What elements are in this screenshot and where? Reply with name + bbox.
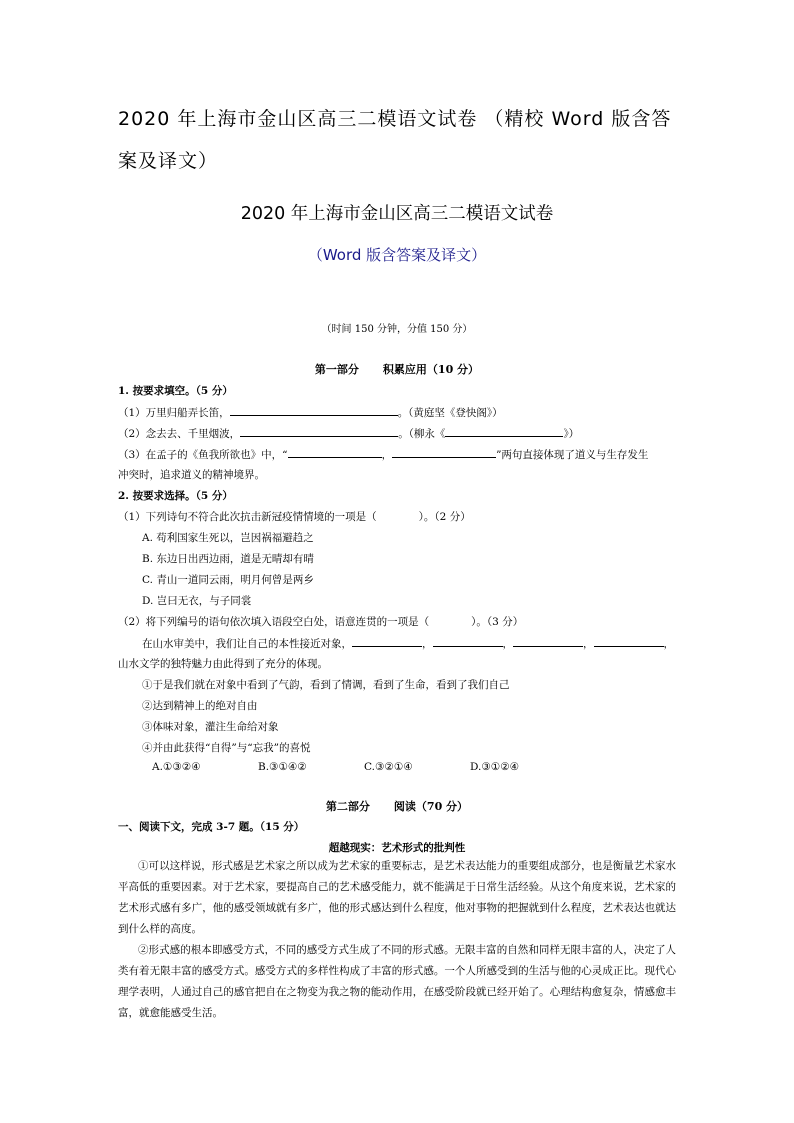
q2-sub2-statement-4: ④并由此获得“自得”与“忘我”的喜悦	[142, 742, 311, 754]
q2-sub2-option-c: C.③②①④	[364, 761, 413, 773]
q2-sub1-option-d: D. 岂曰无衣，与子同裳	[142, 595, 252, 607]
document-header-title: 2020 年上海市金山区高三二模语文试卷 （精校 Word 版含答案及译文）	[118, 108, 672, 172]
q2-sub2-blank-3[interactable]	[513, 635, 583, 647]
q1-item2-suffix: 》）	[563, 428, 580, 440]
q2-sub2-blank-4[interactable]	[594, 635, 664, 647]
q2-sub2-options	[152, 761, 576, 773]
q1-item3-text: （3）在孟子的《鱼我所欲也》中，“	[118, 449, 288, 461]
q1-item3-mid: ，	[381, 449, 393, 461]
q1-item2-text: （2）念去去、千里烟波，	[118, 428, 241, 440]
part1-heading-label: 第一部分	[314, 363, 359, 376]
q1-item2-blank[interactable]	[240, 425, 398, 437]
q2-sub2-statement-2: ②达到精神上的绝对自由	[142, 700, 258, 712]
q1-item2-mid: 。（柳永《	[398, 428, 446, 440]
q2-sub2-passage-continuation: 山水文学的独特魅力由此得到了充分的体现。	[118, 658, 328, 670]
essay-paragraph-1: ①可以这样说，形式感是艺术家之所以成为艺术家的重要标志，是艺术表达能力的重要组成部分，也是衡量艺术家水平高低的重要因素。对于艺术家，要提高自己的艺术感受能力，就不能满足于日常生活经验。从这个角度来说，艺术家的艺术形式感有多广，他的感受领域就有多广，他的形式感达到什么程度，他对事物的把握就到什么程度，艺术表达也就达到什么样的高度。	[118, 860, 676, 935]
part2-heading-label: 第二部分	[325, 800, 370, 813]
q1-item1-suffix: 。（黄庭坚《登快阁》）	[397, 407, 503, 419]
part2-heading	[0, 798, 794, 814]
essay-paragraph-2: ②形式感的根本即感受方式，不同的感受方式生成了不同的形式感。无限丰富的自然和同样无限丰富的人，决定了人类有着无限丰富的感受方式。感受方式的多样性构成了丰富的形式感。一个人所感受到的生活与他的心灵成正比。现代心理学表明，人通过自己的感官把自在之物变为我之物的能动作用，在感受阶段就已经开始了。心理结构愈复杂，情感愈丰富，就愈能感受生活。	[118, 944, 676, 1019]
q1-item3	[118, 446, 648, 462]
exam-title: 2020 年上海市金山区高三二模语文试卷	[240, 204, 554, 224]
part1-heading	[0, 361, 794, 377]
q2-sub2-option-d: D.③①②④	[470, 761, 520, 773]
q1-item3-continuation: 冲突时，追求道义的精神境界。	[118, 469, 265, 481]
q2-sub1: （1）下列诗句不符合此次抗击新冠疫情情境的一项是（ ）。（2 分）	[118, 511, 471, 523]
q1-prompt: 1. 按要求填空。（5 分）	[118, 385, 233, 397]
q1-item2	[118, 425, 579, 441]
q2-sub2-statement-3: ③体味对象，灌注生命给对象	[142, 721, 279, 733]
q2-sub2-blank-2[interactable]	[433, 635, 503, 647]
q1-item1-blank[interactable]	[230, 404, 398, 416]
q1-item3-blank-2[interactable]	[392, 446, 496, 458]
q2-sub1-option-c: C. 青山一道同云雨，明月何曾是两乡	[142, 574, 314, 586]
q1-item2-blank-2[interactable]	[445, 425, 563, 437]
q2-sub2-passage-text: 在山水审美中，我们让自己的本性接近对象，	[142, 638, 352, 650]
q2-sub1-option-a: A. 苟利国家生死以，岂因祸福避趋之	[142, 532, 314, 544]
q1-item3-blank[interactable]	[288, 446, 382, 458]
q2-prompt: 2. 按要求选择。（5 分）	[118, 490, 233, 502]
q1-item3-suffix: ”两句直接体现了道义与生存发生	[496, 449, 649, 461]
part1-heading-topic: 积累应用（10 分）	[382, 363, 480, 376]
q1-item1-text: （1）万里归船弄长笛，	[118, 407, 230, 419]
q2-sub2-option-a: A.①③②④	[152, 761, 201, 773]
exam-time-info: （时间 150 分钟，分值 150 分）	[321, 324, 473, 335]
q1-item1	[118, 404, 503, 420]
q2-sub2: （2）将下列编号的语句依次填入语段空白处，语意连贯的一项是（ ）。（3 分）	[118, 616, 524, 628]
q2-sub2-blank-1[interactable]	[352, 635, 422, 647]
q2-sub2-statement-1: ①于是我们就在对象中看到了气韵，看到了情调，看到了生命，看到了我们自己	[142, 679, 510, 691]
essay-title: 超越现实：艺术形式的批判性	[328, 842, 466, 854]
exam-subtitle: （Word 版含答案及译文）	[307, 246, 487, 264]
part2-heading-topic: 阅读（70 分）	[393, 800, 469, 813]
q2-sub1-option-b: B. 东边日出西边雨，道是无晴却有晴	[142, 553, 314, 565]
q2-sub2-passage: 在山水审美中，我们让自己的本性接近对象， ， ， ， ，	[142, 635, 674, 651]
section1-prompt: 一、阅读下文，完成 3-7 题。（15 分）	[118, 821, 305, 833]
q2-sub2-option-b: B.③①④②	[258, 761, 307, 773]
